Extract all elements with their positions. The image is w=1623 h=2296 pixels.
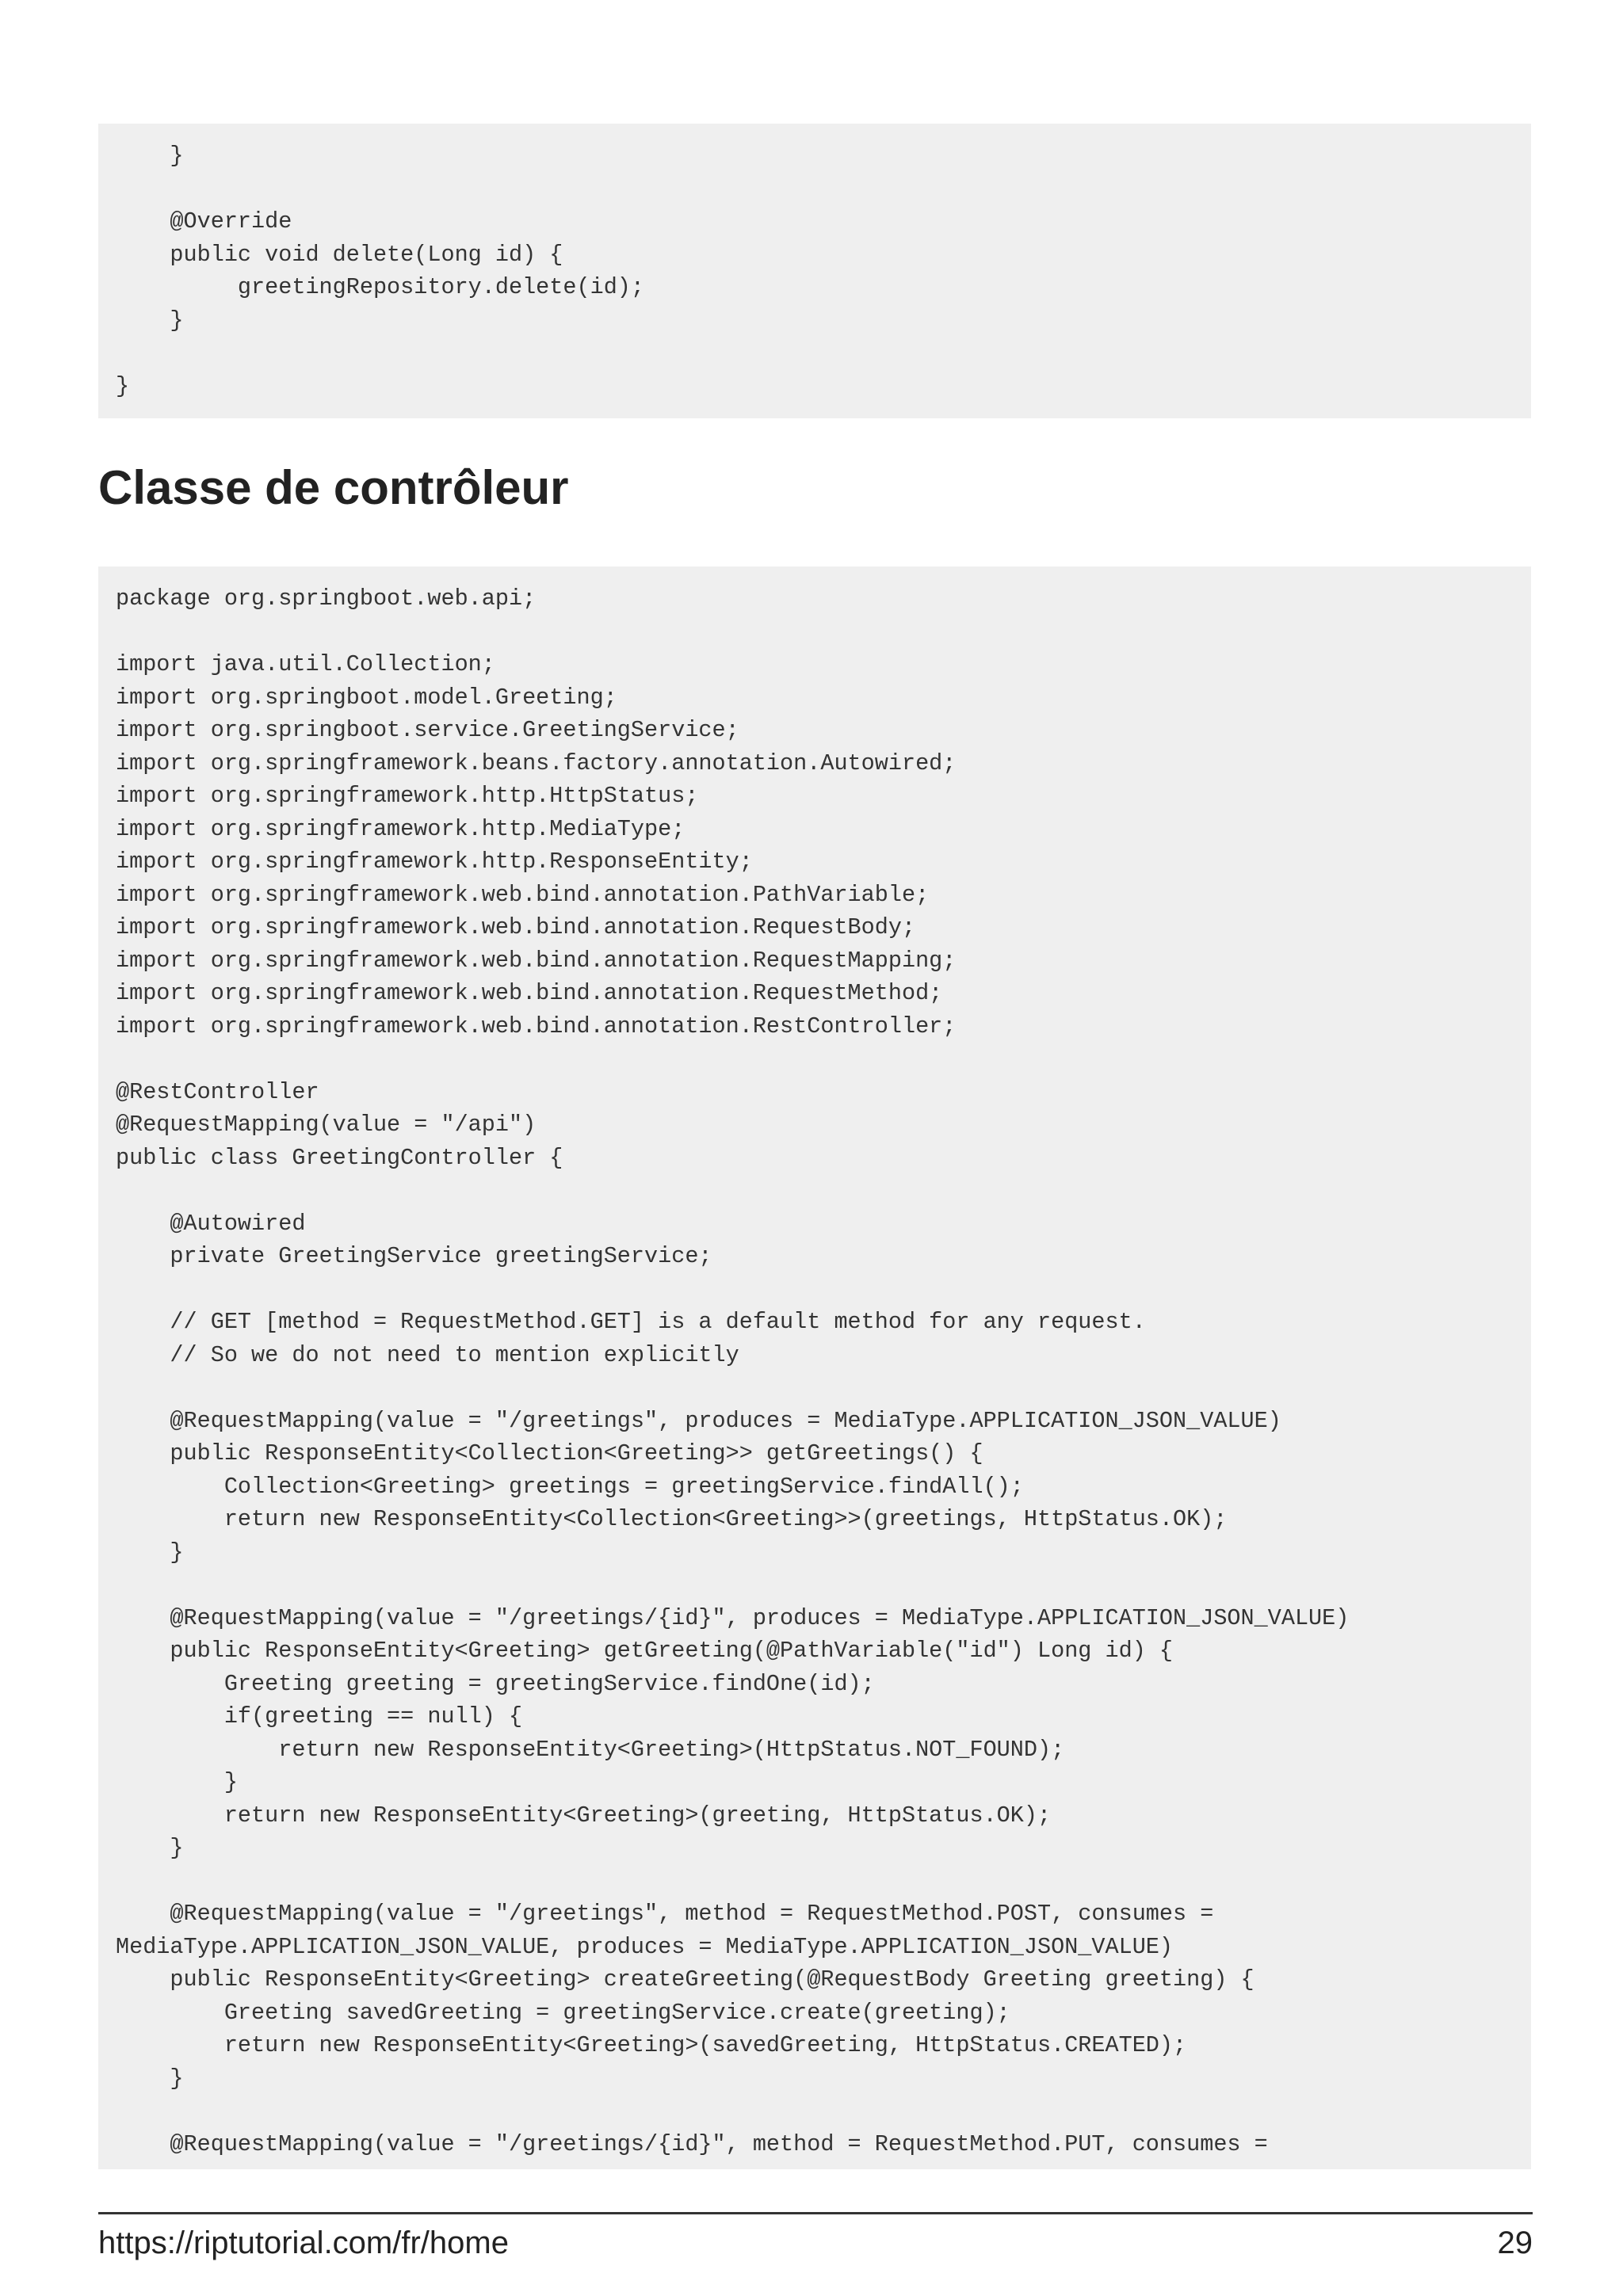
code-line — [116, 1865, 1531, 1898]
code-line: return new ResponseEntity<Greeting>(savedGreeting, HttpStatus.CREATED); — [116, 2032, 1187, 2058]
code-line: public ResponseEntity<Collection<Greeting>> getGreetings() { — [116, 1440, 983, 1466]
code-line: private GreetingService greetingService; — [116, 1243, 712, 1269]
code-line: @RequestMapping(value = "/greetings", produces = MediaType.APPLICATION_JSON_VALUE) — [116, 1407, 1281, 1434]
section-heading: Classe de contrôleur — [98, 461, 569, 514]
code-line — [116, 2095, 1531, 2128]
code-line: Greeting savedGreeting = greetingService.create(greeting); — [116, 1999, 1010, 2026]
code-line: public void delete(Long id) { — [116, 241, 563, 268]
code-line: } — [116, 2065, 184, 2092]
code-line: } — [116, 307, 184, 334]
code-block-service-end — [98, 124, 1531, 418]
code-line — [116, 173, 1531, 206]
code-line: public ResponseEntity<Greeting> createGreeting(@RequestBody Greeting greeting) { — [116, 1966, 1254, 1993]
code-line: } — [116, 1769, 238, 1795]
code-line: @Autowired — [116, 1210, 306, 1237]
code-line: } — [116, 372, 130, 399]
code-line — [116, 1569, 1531, 1602]
code-line: } — [116, 1835, 184, 1861]
code-line: import org.springframework.web.bind.annotation.RequestBody; — [116, 914, 916, 940]
code-line: import java.util.Collection; — [116, 651, 495, 677]
code-line: import org.springboot.model.Greeting; — [116, 684, 617, 711]
code-line: } — [116, 1539, 184, 1566]
code-line: import org.springframework.http.MediaType; — [116, 815, 685, 842]
code-line — [116, 616, 1531, 649]
code-line: } — [116, 143, 184, 169]
code-line: // So we do not need to mention explicitly — [116, 1341, 739, 1368]
code-line: import org.springframework.http.HttpStatus; — [116, 783, 699, 809]
code-line: Greeting greeting = greetingService.findOne(id); — [116, 1670, 875, 1697]
code-block-controller — [98, 566, 1531, 2169]
code-line: public ResponseEntity<Greeting> getGreeting(@PathVariable("id") Long id) { — [116, 1638, 1174, 1664]
code-line — [116, 1043, 1531, 1076]
code-line: import org.springframework.beans.factory.annotation.Autowired; — [116, 749, 957, 776]
code-line — [116, 337, 1531, 370]
code-line: package org.springboot.web.api; — [116, 585, 537, 612]
code-line — [116, 1371, 1531, 1405]
code-line — [116, 1174, 1531, 1207]
code-line: if(greeting == null) { — [116, 1703, 523, 1730]
code-line: import org.springframework.web.bind.annotation.RequestMethod; — [116, 980, 943, 1006]
code-line: @RestController — [116, 1078, 319, 1105]
footer-divider — [98, 2212, 1533, 2214]
code-line: return new ResponseEntity<Collection<Greeting>>(greetings, HttpStatus.OK); — [116, 1506, 1228, 1532]
code-line: import org.springframework.web.bind.annotation.RequestMapping; — [116, 947, 957, 974]
code-line — [116, 1273, 1531, 1306]
code-line: import org.springframework.web.bind.annotation.PathVariable; — [116, 881, 930, 908]
code-line: return new ResponseEntity<Greeting>(greeting, HttpStatus.OK); — [116, 1802, 1052, 1829]
code-line: @RequestMapping(value = "/greetings/{id}", method = RequestMethod.PUT, consumes = — [116, 2130, 1268, 2157]
page-number: 29 — [1497, 2225, 1533, 2260]
code-line: @RequestMapping(value = "/api") — [116, 1112, 537, 1138]
code-line: public class GreetingController { — [116, 1144, 563, 1171]
code-line: @RequestMapping(value = "/greetings/{id}", produces = MediaType.APPLICATION_JSON_VALUE) — [116, 1604, 1350, 1631]
code-line: import org.springframework.http.ResponseEntity; — [116, 849, 753, 875]
code-line: @RequestMapping(value = "/greetings", method = RequestMethod.POST, consumes = — [116, 1901, 1214, 1927]
code-line: return new ResponseEntity<Greeting>(HttpStatus.NOT_FOUND); — [116, 1736, 1065, 1763]
code-line: greetingRepository.delete(id); — [116, 274, 645, 300]
code-line: import org.springboot.service.GreetingService; — [116, 717, 739, 743]
code-line: Collection<Greeting> greetings = greetingService.findAll(); — [116, 1473, 1024, 1500]
code-line: MediaType.APPLICATION_JSON_VALUE, produces = MediaType.APPLICATION_JSON_VALUE) — [116, 1933, 1174, 1960]
footer-url: https://riptutorial.com/fr/home — [98, 2225, 509, 2260]
code-line: import org.springframework.web.bind.annotation.RestController; — [116, 1013, 957, 1039]
code-line: // GET [method = RequestMethod.GET] is a default method for any request. — [116, 1309, 1146, 1335]
code-line: @Override — [116, 208, 292, 235]
